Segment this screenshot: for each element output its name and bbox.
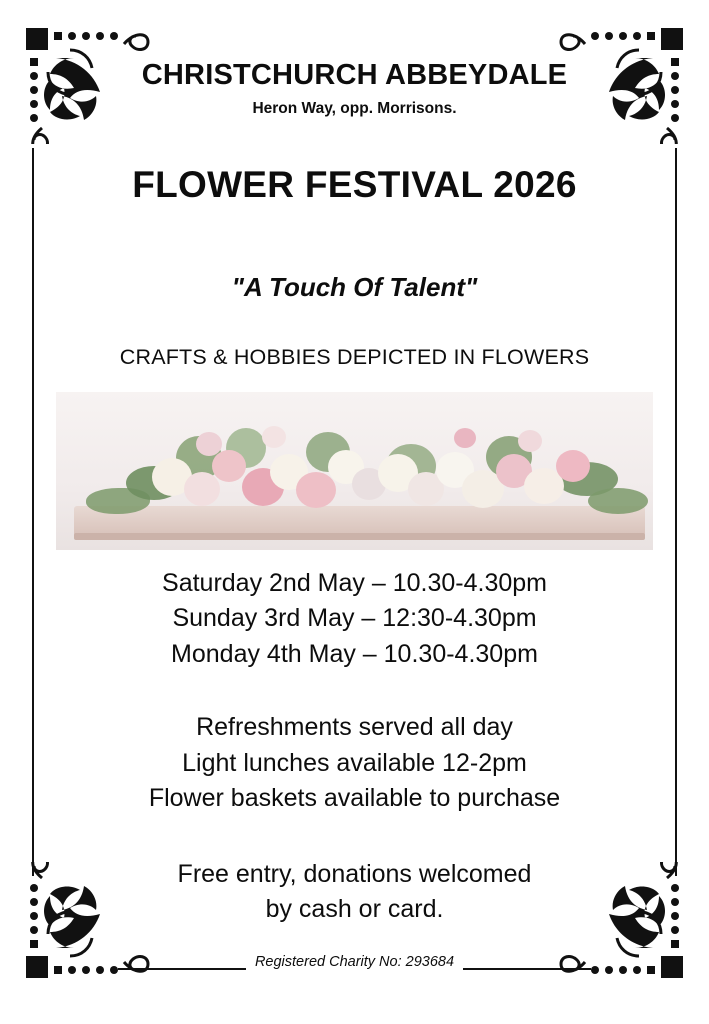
charity-number: Registered Charity No: 293684 xyxy=(254,953,455,970)
floral-arrangement-photo xyxy=(56,392,653,550)
event-info xyxy=(40,710,669,817)
event-dates xyxy=(40,566,669,673)
poster-content xyxy=(40,60,669,970)
event-date: Monday 4th May – 10.30-4.30pm xyxy=(171,639,538,668)
festival-theme: "A Touch Of Talent" xyxy=(231,271,478,302)
info-line: Flower baskets available to purchase xyxy=(148,784,561,813)
entry-line: Free entry, donations welcomed xyxy=(177,859,532,888)
event-date: Saturday 2nd May – 10.30-4.30pm xyxy=(162,568,547,597)
frame-line-right xyxy=(675,148,677,876)
frame-line-left xyxy=(32,148,34,876)
info-line: Light lunches available 12-2pm xyxy=(182,748,527,777)
event-date: Sunday 3rd May – 12:30-4.30pm xyxy=(172,604,537,633)
festival-subtitle: CRAFTS & HOBBIES DEPICTED IN FLOWERS xyxy=(119,344,590,369)
info-line: Refreshments served all day xyxy=(196,713,513,742)
page-title: CHRISTCHURCH ABBEYDALE xyxy=(141,59,568,91)
entry-line: by cash or card. xyxy=(265,895,444,924)
festival-title: FLOWER FESTIVAL 2026 xyxy=(132,163,577,205)
entry-info xyxy=(40,857,669,928)
church-address: Heron Way, opp. Morrisons. xyxy=(252,99,457,117)
